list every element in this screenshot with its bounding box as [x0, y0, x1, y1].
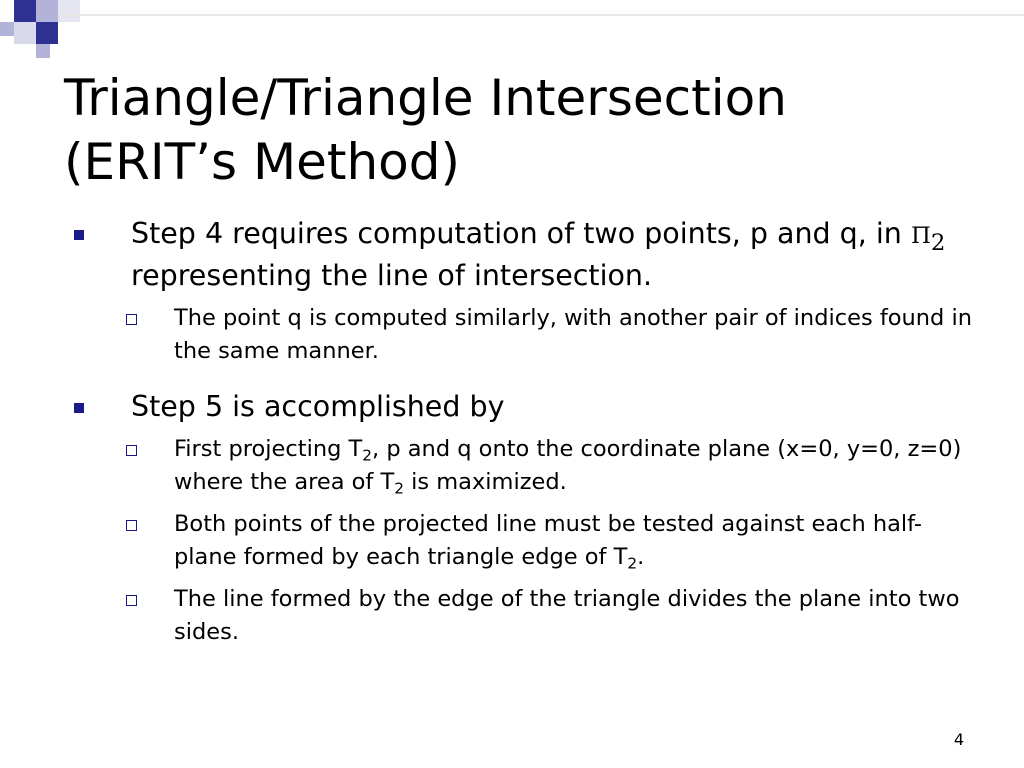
corner-square: [0, 22, 14, 36]
hollow-square-bullet-icon: [126, 314, 137, 325]
hollow-square-bullet-icon: [126, 595, 137, 606]
top-divider: [58, 14, 1024, 16]
square-bullet-icon: [74, 230, 84, 240]
page-number: 4: [953, 730, 964, 749]
sub-bullet-text: First projecting T: [174, 436, 363, 462]
sub-bullet-text: The line formed by the edge of the triangle divides the plane into two sides.: [174, 586, 960, 645]
bullet-step5-text: Step 5 is accomplished by: [131, 390, 505, 423]
subscript: 2: [394, 479, 404, 498]
corner-square: [36, 0, 58, 22]
corner-decoration: [0, 0, 80, 64]
bullet-step4-text: Step 4 requires computation of two points, p and q, in: [131, 217, 911, 250]
corner-square: [14, 22, 36, 44]
sub-bullet-text: .: [637, 544, 645, 570]
corner-square: [36, 44, 50, 58]
corner-square: [36, 22, 58, 44]
hollow-square-bullet-icon: [126, 520, 137, 531]
pi-symbol: Π: [910, 223, 931, 249]
hollow-square-bullet-icon: [126, 445, 137, 456]
corner-square: [58, 0, 80, 22]
bullet-list: [0, 214, 1024, 658]
sub-bullet-half-plane: [0, 508, 1024, 574]
bullet-step4: [0, 214, 1024, 296]
square-bullet-icon: [74, 403, 84, 413]
sub-bullet-point-q: [0, 302, 1024, 368]
sub-bullet-text: , p and q onto the coordinate plane (x=0, y=0, z=0) where the area of T: [174, 436, 962, 495]
corner-square: [14, 0, 36, 22]
pi-subscript: 2: [930, 229, 946, 256]
sub-bullet-text: Both points of the projected line must be tested against each half-plane formed by each triangle edge of T: [174, 511, 922, 570]
subscript: 2: [362, 446, 373, 465]
slide-title: [64, 66, 984, 194]
subscript: 2: [627, 554, 638, 573]
bullet-step5: [0, 387, 1024, 427]
sub-bullet-text: is maximized.: [403, 469, 567, 495]
sub-bullet-projection: [0, 433, 1024, 499]
bullet-step4-text-rest: representing the line of intersection.: [131, 259, 653, 292]
slide-title-line2: (ERIT’s Method): [64, 133, 460, 191]
slide-title-line1: Triangle/Triangle Intersection: [64, 69, 787, 127]
sub-bullet-line-divides: [0, 583, 1024, 649]
sub-bullet-text: The point q is computed similarly, with another pair of indices found in the same manner.: [174, 305, 972, 364]
